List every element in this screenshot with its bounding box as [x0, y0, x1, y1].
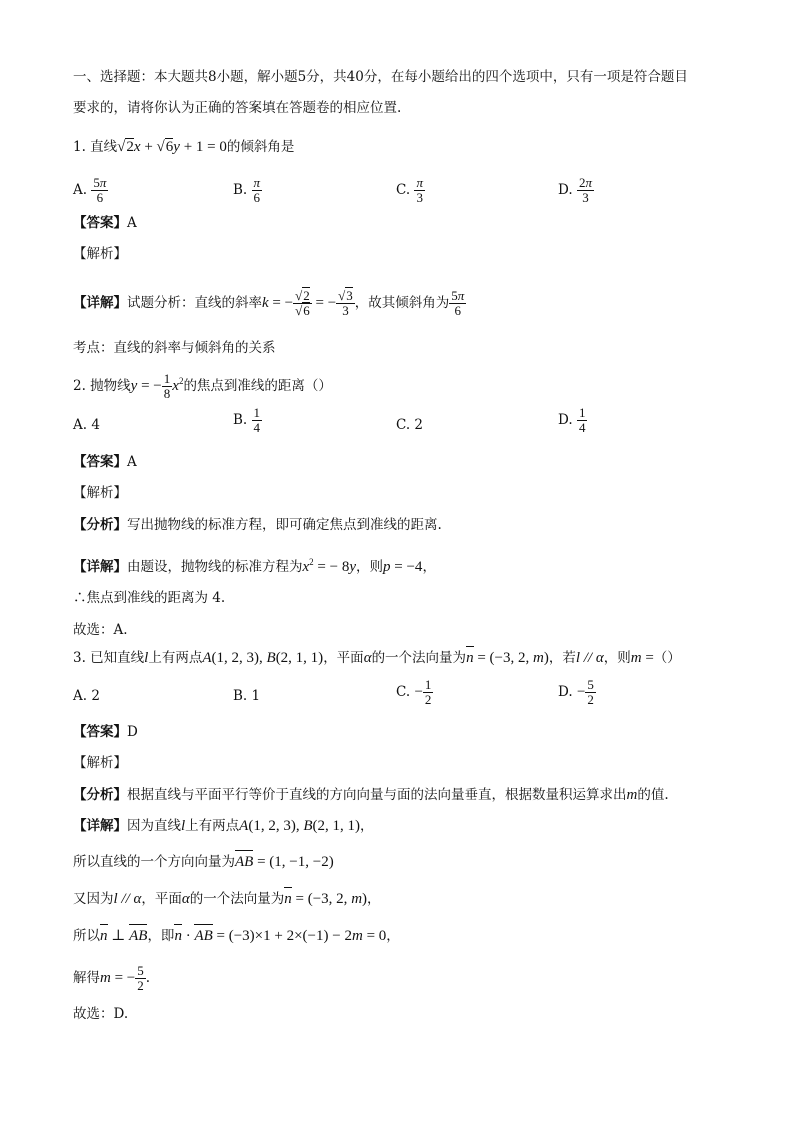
q3-stem-a: 上有两点: [148, 650, 203, 666]
q3-direction-vector: [73, 852, 724, 872]
q1-stem-prefix: 1. 直线: [73, 139, 118, 155]
q3-also-a: ，平面: [141, 891, 182, 907]
q3-points: A(1, 2, 3), B(2, 1, 1): [202, 650, 324, 666]
q1-slope-formula: k = − $\frac{√2}{√6}$ = − $\frac{√3}{3}$: [262, 288, 353, 319]
q2-standard-equation: $x^2$ = − 8y: [302, 557, 357, 575]
q1-detail-tag: 【详解】: [73, 295, 127, 311]
q1-option-b: [233, 176, 262, 205]
q3-solve-text: 解得: [73, 969, 100, 986]
q3-fenxi-text: 根据直线与平面平行等价于直线的方向向量与面的法向量垂直，根据数量积运算求出: [127, 787, 627, 803]
q3-stem-d: ，若: [548, 650, 576, 666]
q1-detail-mid: ，故其倾斜角为: [354, 295, 450, 311]
q2-fenxi-text: 写出抛物线的标准方程，即可确定焦点到准线的距离.: [127, 517, 442, 533]
q1-kaodian: 考点：直线的斜率与倾斜角的关系: [73, 340, 276, 356]
q1-equation: √2x + √6y + 1 = 0: [117, 139, 227, 155]
q2-analysis-tag: 【解析】: [73, 485, 127, 501]
q3-also-normal: n = (−3, 2, m): [284, 891, 368, 907]
q3-option-d: D. − $\frac{5}{2}$: [558, 677, 594, 707]
q3-also: 又因为l // α，平面α的一个法向量为n = (−3, 2, m)，: [73, 891, 381, 907]
q1-answer: [73, 213, 724, 233]
q3-detail-b: ，: [360, 818, 374, 834]
q3-stem-b: ，平面: [323, 650, 364, 666]
q3-option-a: A. 2: [73, 688, 100, 704]
q3-answer: [73, 722, 724, 742]
q1-detail: [73, 289, 724, 318]
q1-detail-text: 试题分析：直线的斜率: [127, 295, 262, 311]
q3-dir-text: 所以直线的一个方向向量为: [73, 854, 235, 870]
q3-normal-vector: n = (−3, 2, m): [466, 650, 549, 666]
q3-so: [73, 926, 724, 946]
q2-option-b: [233, 406, 262, 435]
q3-answer-tag: 【答案】: [73, 724, 127, 740]
q2-detail-tag: 【详解】: [73, 559, 127, 575]
q2-detail: [73, 552, 724, 577]
q1-option-a-label: A.: [73, 182, 88, 198]
q2-equation: y = − $\frac{1}{8}$ $x^2$: [130, 371, 184, 402]
q3-choose: 故选：D.: [73, 1006, 129, 1022]
q3-perpendicular: n ⊥ AB: [100, 928, 148, 944]
q3-answer-value: D: [127, 724, 138, 740]
q3-stem-e: ，则: [603, 650, 631, 666]
q3-option-c: C. − $\frac{1}{2}$: [396, 677, 432, 707]
q2-option-a: A. 4: [73, 417, 100, 433]
q3-fenxi-post: 的值.: [637, 787, 669, 803]
question-1-stem: [73, 137, 724, 157]
q3-stem-c: 的一个法向量为: [371, 650, 467, 666]
q2-answer: [73, 452, 724, 472]
q2-choose: 故选：A.: [73, 622, 128, 638]
q3-option-c-label: C.: [396, 684, 411, 700]
q1-answer-value: A: [127, 215, 137, 231]
q2-stem-prefix: 2. 抛物线: [73, 378, 131, 394]
q3-also-text: 又因为: [73, 891, 114, 907]
q3-so-a: ，即: [147, 928, 175, 944]
q3-option-b: B. 1: [233, 688, 261, 704]
q3-dot-product: n · AB = (−3)×1 + 2×(−1) − 2m = 0: [174, 928, 387, 944]
q2-option-b-label: B.: [233, 412, 248, 428]
question-3-stem: 3. 已知直线l上有两点A(1, 2, 3), B(2, 1, 1)，平面α的一个法向量为n = (−3, 2, m)，若l // α，则m =（）: [73, 650, 681, 666]
q3-detail-tag: 【详解】: [73, 818, 127, 834]
q3-stem-prefix: 3. 已知直线: [73, 650, 145, 666]
q2-option-c: C. 2: [396, 417, 424, 433]
q3-option-d-label: D.: [558, 684, 573, 700]
q1-option-a: [73, 176, 108, 205]
q2-answer-tag: 【答案】: [73, 454, 127, 470]
q3-option-d-value: $\frac{5}{2}$: [587, 677, 594, 707]
q3-detail-points: A(1, 2, 3), B(2, 1, 1): [239, 818, 361, 834]
section-heading-line-2: 要求的，请将你认为正确的答案填在答题卷的相应位置.: [73, 100, 402, 116]
q2-fenxi: [73, 515, 724, 535]
q3-solve: [73, 964, 724, 993]
q1-angle-value: $\frac{5\pi}{6}$: [451, 288, 465, 318]
q3-also-c: ，: [367, 891, 381, 907]
q1-option-b-value: $\frac{\pi}{6}$: [253, 175, 261, 205]
q2-option-d-label: D.: [558, 412, 573, 428]
q3-fenxi-tag: 【分析】: [73, 787, 127, 803]
q1-option-c-label: C.: [396, 182, 411, 198]
q3-so-text: 所以: [73, 928, 100, 944]
q1-option-c-value: $\frac{\pi}{3}$: [416, 175, 423, 205]
q1-option-d-value: $\frac{2\pi}{3}$: [578, 175, 592, 205]
q2-option-b-value: $\frac{1}{4}$: [253, 405, 261, 435]
q1-option-c: [396, 176, 425, 205]
q3-solve-post: .: [145, 969, 151, 986]
q2-stem-suffix: 的焦点到准线的距离（）: [183, 378, 332, 394]
q2-therefore: ∴焦点到准线的距离为 4.: [73, 590, 226, 606]
q2-answer-value: A: [127, 454, 137, 470]
q1-option-a-value: $\frac{5\pi}{6}$: [93, 175, 107, 205]
q3-detail-a: 上有两点: [185, 818, 240, 834]
q2-option-d-value: $\frac{1}{4}$: [578, 405, 586, 435]
q2-fenxi-tag: 【分析】: [73, 517, 127, 533]
q1-option-b-label: B.: [233, 182, 248, 198]
q1-option-d: [558, 176, 594, 205]
q2-option-d: [558, 406, 587, 435]
section-heading-line-1: 一、选择题：本大题共8小题，解小题5分，共40分，在每小题给出的四个选项中，只有一项是符合题目: [73, 69, 688, 85]
q3-fenxi: 【分析】根据直线与平面平行等价于直线的方向向量与面的法向量垂直，根据数量积运算求出m的值.: [73, 787, 669, 803]
question-2-stem: [73, 371, 724, 401]
q3-analysis-tag: 【解析】: [73, 755, 127, 771]
q2-detail-text: 由题设，抛物线的标准方程为: [127, 559, 303, 575]
q1-analysis-tag: 【解析】: [73, 246, 127, 262]
q3-stem-f: （）: [653, 650, 681, 666]
q3-ab-vector: AB = (1, −1, −2): [235, 854, 334, 870]
q3-detail-text: 因为直线: [127, 818, 181, 834]
q1-option-d-label: D.: [558, 182, 573, 198]
q3-also-b: 的一个法向量为: [189, 891, 285, 907]
q2-detail-post: ，: [422, 559, 436, 575]
q2-detail-mid: ，则: [356, 559, 384, 575]
q1-answer-tag: 【答案】: [73, 215, 127, 231]
q2-p-value: p = −4: [383, 559, 423, 575]
q3-detail: 【详解】因为直线l上有两点A(1, 2, 3), B(2, 1, 1)，: [73, 818, 374, 834]
q1-stem-suffix: 的倾斜角是: [226, 139, 295, 155]
q3-so-b: ，: [386, 928, 400, 944]
q3-m-value: m = − $\frac{5}{2}$: [100, 963, 144, 993]
q3-option-c-value: $\frac{1}{2}$: [424, 677, 432, 707]
